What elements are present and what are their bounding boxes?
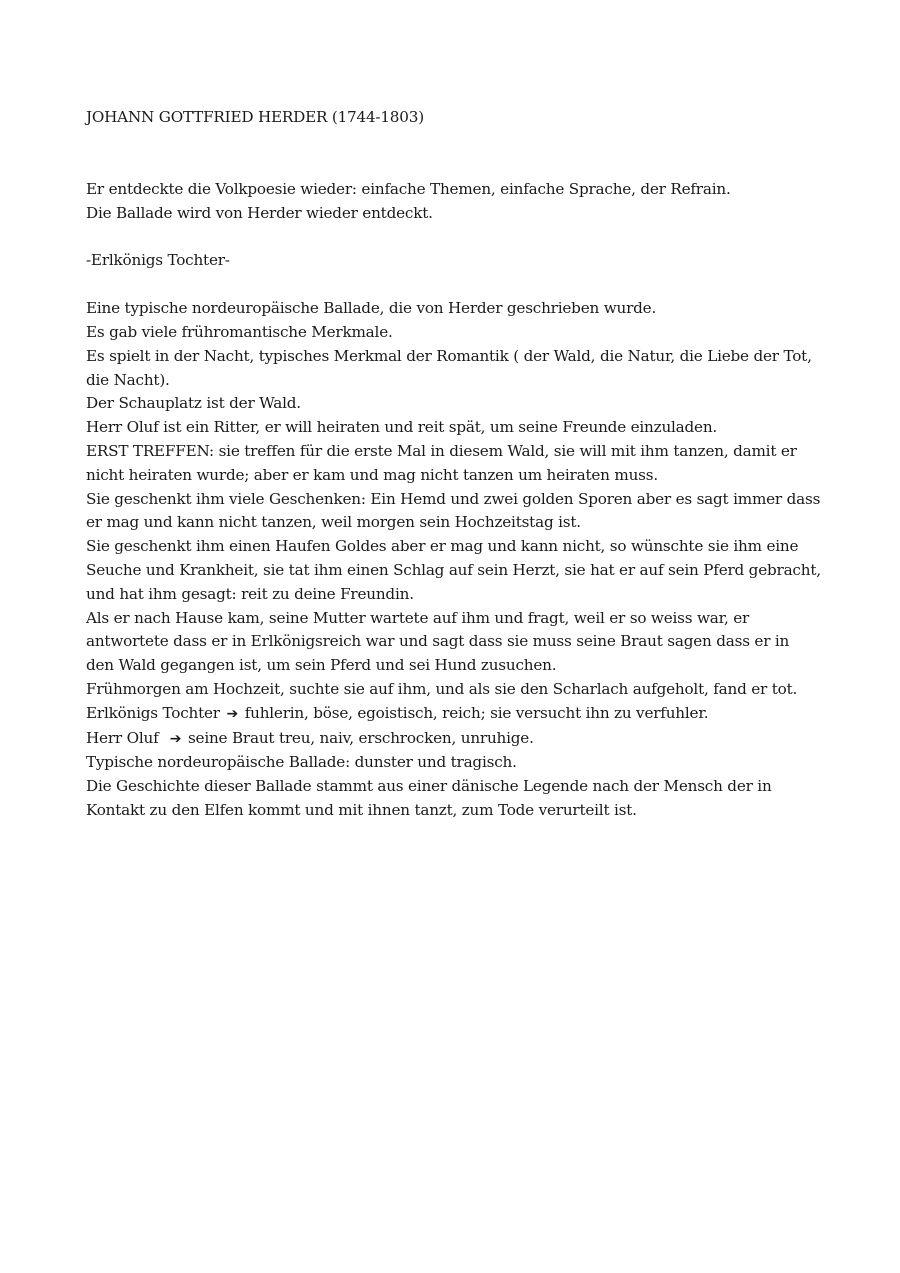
paragraph: Es spielt in der Nacht, typisches Merkmal der Romantik ( der Wald, die Natur, die Liebe der Tot, die Nacht).	[86, 346, 812, 389]
paragraph: Es gab viele frühromantische Merkmale.	[86, 322, 393, 341]
character-description: fuhlerin, böse, egoistisch, reich; sie versucht ihn zu verfuhler.	[244, 703, 709, 722]
closing-line: Typische nordeuropäische Ballade: dunster und tragisch.	[86, 753, 517, 772]
character-line-erlkoenigs-tochter	[86, 702, 821, 727]
arrow-right-icon: ➔	[226, 705, 239, 722]
document-body	[86, 106, 821, 823]
paragraph: Sie geschenkt ihm einen Haufen Goldes aber er mag und kann nicht, so wünschte sie ihm eine Seuche und Krankheit, sie tat ihm einen Schlag auf sein Herzt, sie hat er auf sein Pferd gebracht, und hat ihm gesagt: reit zu deine Freundin.	[86, 537, 821, 603]
closing-line: Die Geschichte dieser Ballade stammt aus einer dänische Legende nach der Mensch der in Kontakt zu den Elfen kommt und mit ihnen tanzt, zum Tode verurteilt ist.	[86, 777, 772, 819]
spacer	[86, 273, 821, 297]
paragraph: Als er nach Hause kam, seine Mutter wartete auf ihm und fragt, weil er so weiss war, er antwortete dass er in Erlkönigsreich war und sagt dass sie muss seine Braut sagen dass er in den Wald gegangen ist, um sein Pferd und sei Hund zusuchen.	[86, 608, 790, 675]
section-subtitle: -Erlkönigs Tochter-	[86, 251, 230, 270]
paragraph: ERST TREFFEN: sie treffen für die erste Mal in diesem Wald, sie will mit ihm tanzen, damit er nicht heiraten wurde; aber er kam und mag nicht tanzen um heiraten muss.	[86, 441, 797, 484]
paragraph: Eine typische nordeuropäische Ballade, die von Herder geschrieben wurde.	[86, 299, 657, 318]
spacer	[86, 130, 821, 178]
arrow-right-icon: ➔	[169, 730, 182, 747]
character-line-herr-oluf	[86, 727, 821, 752]
character-name: Herr Oluf	[86, 728, 159, 747]
paragraph: Sie geschenkt ihm viele Geschenken: Ein Hemd und zwei golden Sporen aber es sagt immer dass er mag und kann nicht tanzen, weil morgen sein Hochzeitstag ist.	[86, 489, 821, 532]
paragraph: Herr Oluf ist ein Ritter, er will heiraten und reit spät, um seine Freunde einzuladen.	[86, 418, 718, 437]
document-heading: JOHANN GOTTFRIED HERDER (1744-1803)	[86, 108, 424, 126]
character-description: seine Braut treu, naiv, erschrocken, unruhige.	[187, 728, 534, 747]
spacer	[86, 225, 821, 249]
character-name: Erlkönigs Tochter	[86, 703, 220, 722]
intro-line-2: Die Ballade wird von Herder wieder entdeckt.	[86, 203, 433, 222]
paragraph: Frühmorgen am Hochzeit, suchte sie auf ihm, und als sie den Scharlach aufgeholt, fand er tot.	[86, 679, 798, 698]
intro-line-1: Er entdeckte die Volkpoesie wieder: einfache Themen, einfache Sprache, der Refrain.	[86, 179, 731, 198]
paragraph: Der Schauplatz ist der Wald.	[86, 394, 301, 413]
